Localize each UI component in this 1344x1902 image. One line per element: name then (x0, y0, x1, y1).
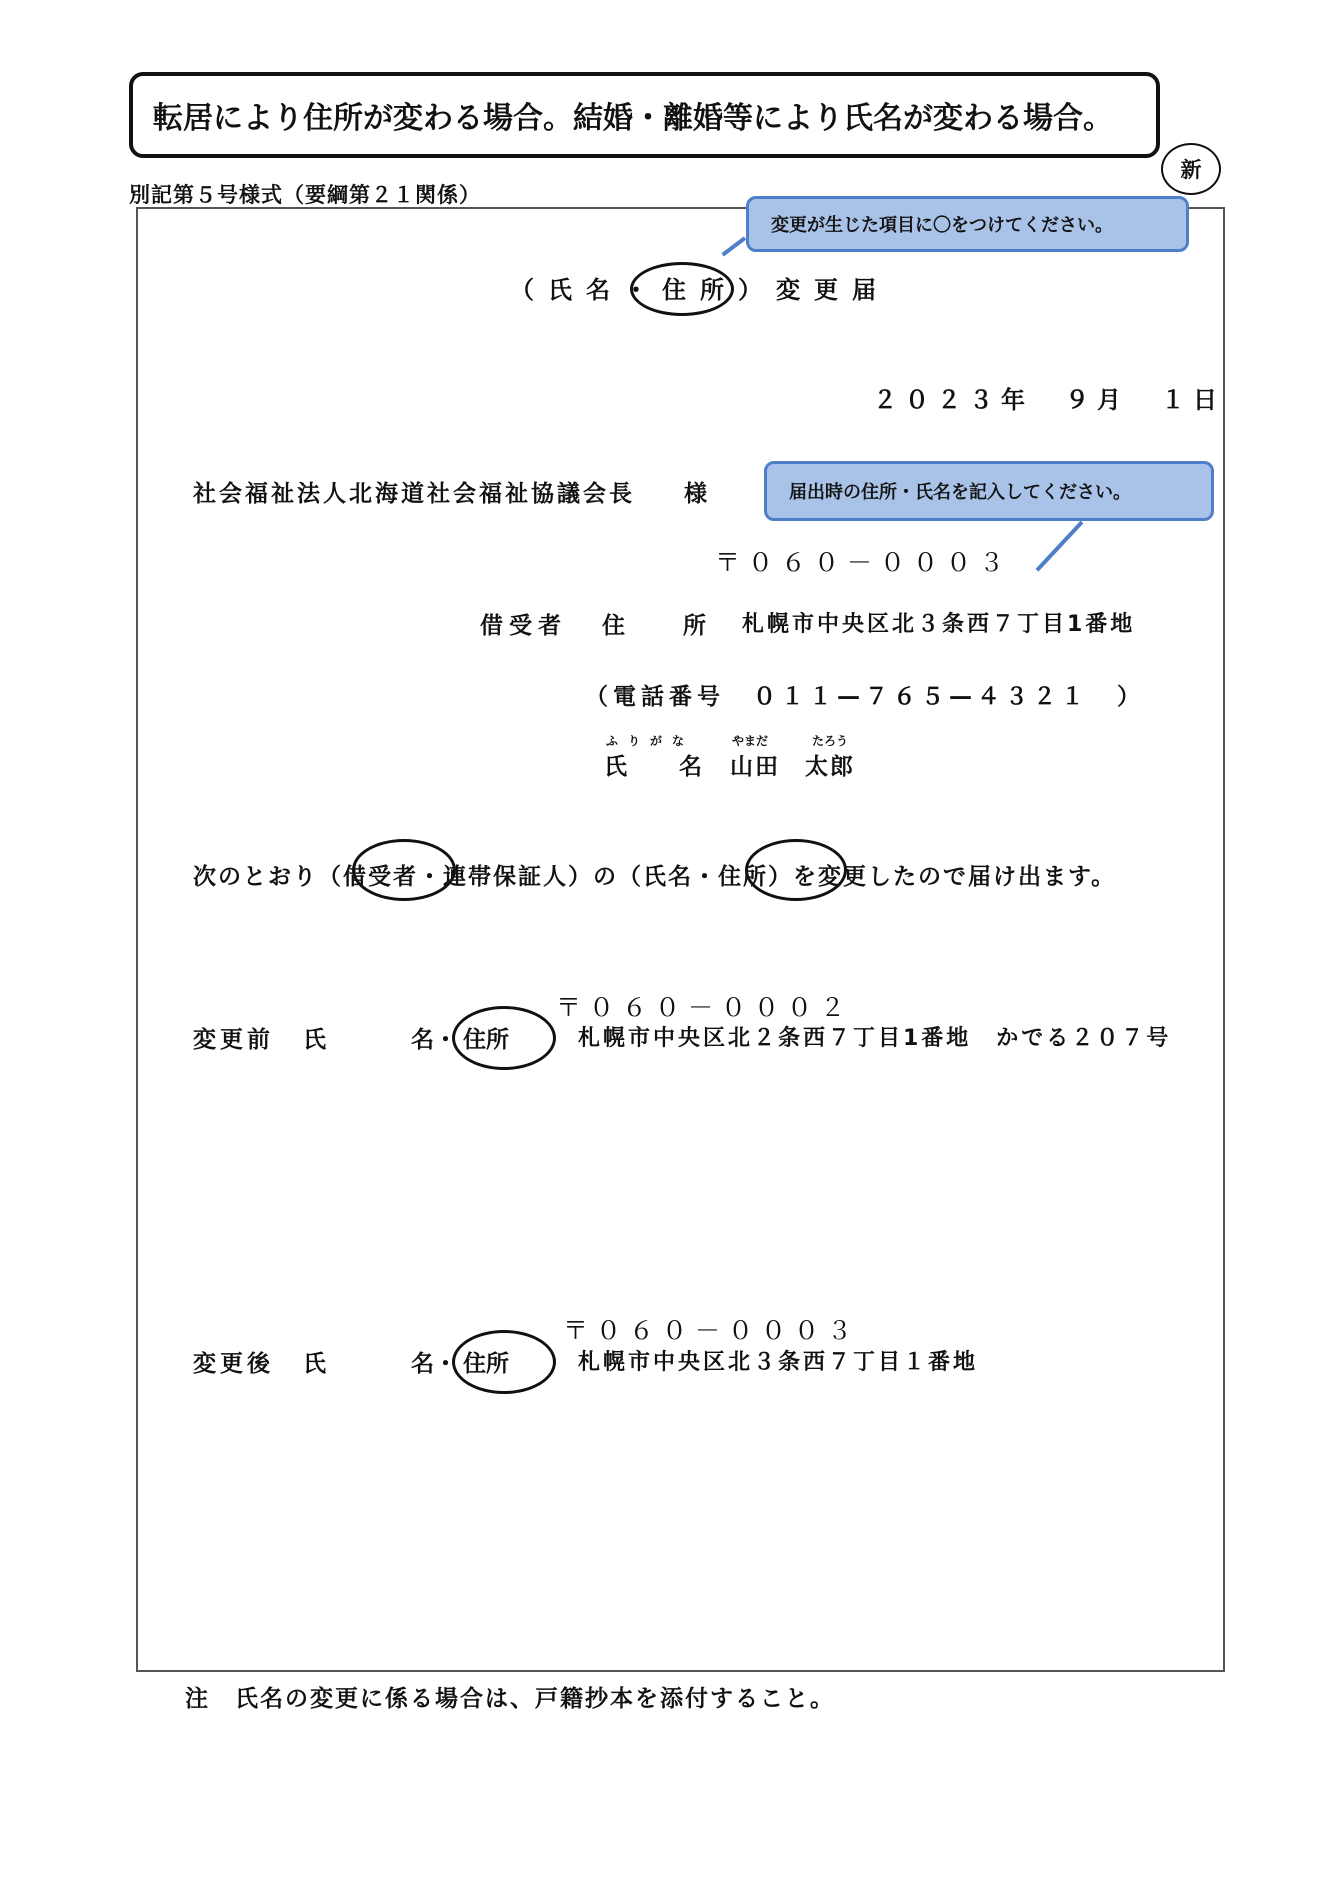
banner-title: 転居により住所が変わる場合。結婚・離婚等により氏名が変わる場合。 (129, 72, 1160, 158)
borrower-postal-code: 〒０６０－０００３ (715, 548, 1013, 577)
document-title: （氏名・住所）変更届 (510, 276, 890, 304)
addressee-honorific: 様 (684, 481, 707, 507)
name-ruby-given: たろう (812, 734, 849, 748)
after-address-label: 住所 (463, 1351, 509, 1377)
form-frame (136, 207, 1225, 1672)
borrower-phone: （電話番号 ０１１—７６５—４３２１ ） (585, 684, 1145, 710)
name-ruby-family: やまだ (732, 734, 769, 748)
callout-circle-items: 変更が生じた項目に〇をつけてください。 (746, 196, 1189, 252)
borrower-name: 山田 太郎 (730, 754, 855, 780)
form-number: 別記第５号様式（要綱第２１関係） (129, 183, 481, 207)
before-address: 札幌市中央区北２条西７丁目1番地 かでる２０７号 (578, 1026, 1172, 1051)
after-address: 札幌市中央区北３条西７丁目１番地 (578, 1350, 979, 1375)
before-label: 変更前 (193, 1027, 274, 1053)
circle-mark-borrower (352, 839, 456, 901)
footnote: 注 氏名の変更に係る場合は、戸籍抄本を添付すること。 (185, 1686, 835, 1712)
new-form-badge: 新 (1161, 143, 1221, 195)
notice-sentence: 次のとおり（借受者・連帯保証人）の（氏名・住所）を変更したので届け出ます。 (193, 864, 1117, 890)
circle-mark-title-address (630, 262, 734, 316)
after-name-label-1: 氏 (303, 1351, 326, 1377)
circle-mark-before-address (452, 1006, 556, 1070)
borrower-label: 借受者 (480, 613, 567, 639)
borrower-name-label-1: 氏 (604, 754, 627, 780)
callout-fill-info: 届出時の住所・氏名を記入してください。 (764, 461, 1214, 521)
after-postal-code: 〒０６０－０００３ (563, 1316, 861, 1345)
borrower-address-label-1: 住 (602, 613, 625, 639)
circle-mark-notice-address (745, 839, 847, 901)
after-name-label-2: 名・ (411, 1351, 457, 1377)
after-label: 変更後 (193, 1351, 274, 1377)
borrower-address: 札幌市中央区北３条西７丁目1番地 (742, 612, 1136, 637)
before-postal-code: 〒０６０－０００２ (556, 993, 854, 1022)
name-label-ruby: ふりがな (606, 734, 695, 748)
before-name-label-1: 氏 (303, 1027, 326, 1053)
borrower-name-label-2: 名 (679, 754, 702, 780)
circle-mark-after-address (452, 1330, 556, 1394)
date: ２０２３年 ９月 １日 (873, 386, 1225, 414)
borrower-address-label-2: 所 (683, 613, 706, 639)
addressee: 社会福祉法人北海道社会福祉協議会長 (193, 481, 635, 507)
before-address-label: 住所 (463, 1027, 509, 1053)
before-name-label-2: 名・ (411, 1027, 457, 1053)
